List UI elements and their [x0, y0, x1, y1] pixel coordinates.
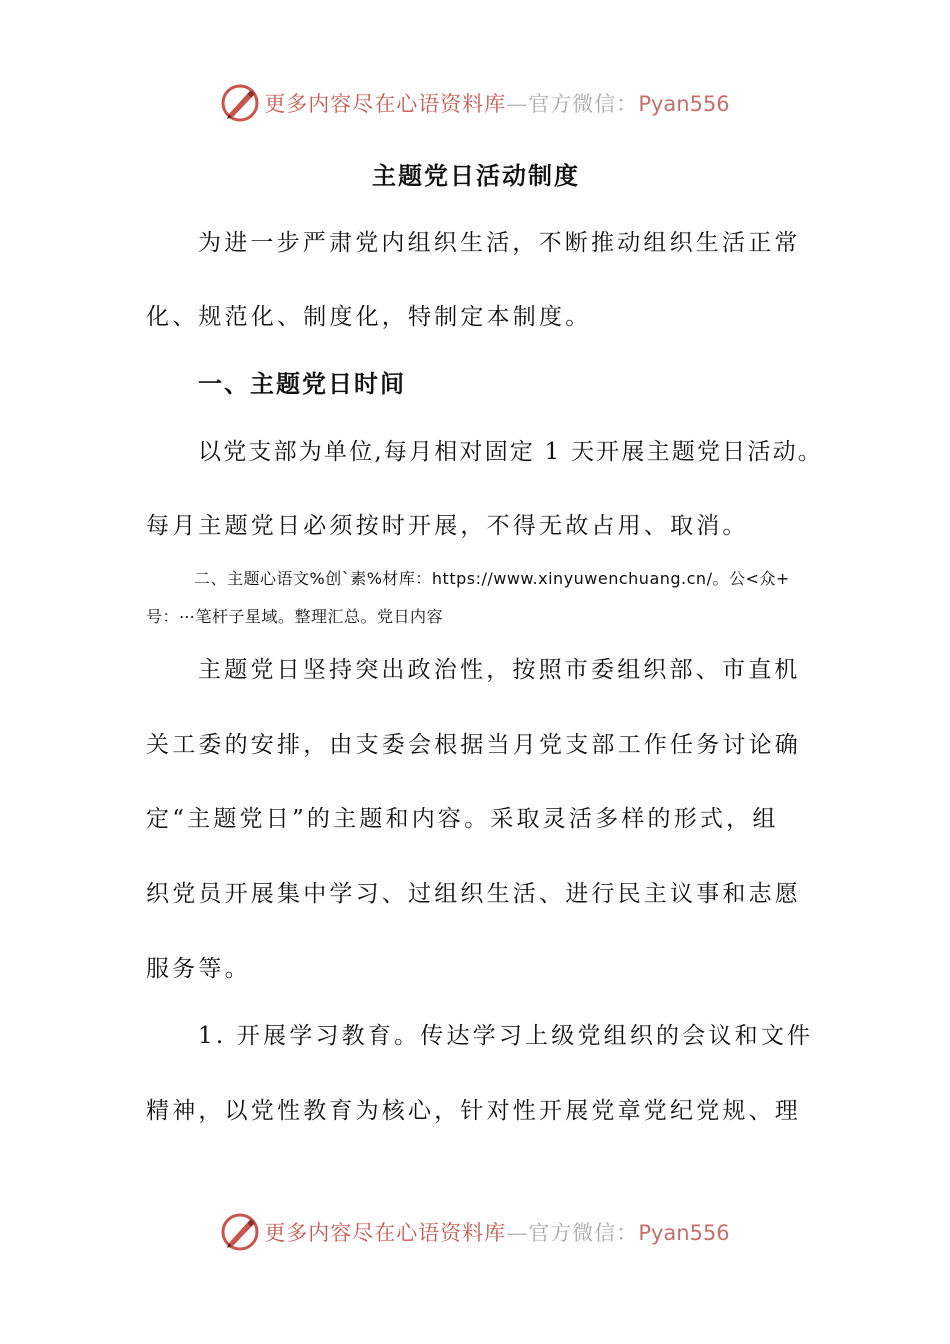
document-title: 主题党日活动制度 — [372, 161, 580, 190]
header-banner — [0, 78, 950, 128]
banner-text: 更多内容尽在心语资料库—官方微信：Pyan556 — [264, 92, 730, 116]
watermark-line: 号：⋯笔杆子星域。整理汇总。党日内容 — [146, 607, 444, 626]
paragraph-line: 1. 开展学习教育。传达学习上级党组织的会议和文件 — [198, 1023, 814, 1049]
paragraph-line: 以党支部为单位,每月相对固定 1 天开展主题党日活动。 — [198, 439, 823, 465]
paragraph-line: 关工委的安排，由支委会根据当月党支部工作任务讨论确 — [146, 732, 801, 758]
banner-text: 更多内容尽在心语资料库—官方微信：Pyan556 — [264, 1221, 730, 1245]
footer-banner — [0, 1207, 950, 1257]
paragraph-line: 精神，以党性教育为核心，针对性开展党章党纪党规、理 — [146, 1098, 801, 1124]
paragraph-line: 织党员开展集中学习、过组织生活、进行民主议事和志愿 — [146, 881, 801, 907]
paragraph-line: 服务等。 — [146, 956, 251, 982]
paragraph-line: 化、规范化、制度化，特制定本制度。 — [146, 304, 592, 330]
paragraph-line: 主题党日坚持突出政治性，按照市委组织部、市直机 — [198, 657, 801, 683]
paragraph-line: 定“主题党日”的主题和内容。采取灵活多样的形式，组 — [146, 806, 779, 832]
section-heading: 一、主题党日时间 — [198, 369, 406, 398]
paragraph-line: 为进一步严肃党内组织生活，不断推动组织生活正常 — [198, 230, 801, 256]
watermark-line: 二、主题心语文%创`素%材库：https://www.xinyuwenchuang.cn/。公<众+ — [194, 569, 790, 588]
paragraph-line: 每月主题党日必须按时开展，不得无故占用、取消。 — [146, 513, 749, 539]
pen-logo-icon — [220, 1212, 260, 1252]
pen-logo-icon — [220, 83, 260, 123]
